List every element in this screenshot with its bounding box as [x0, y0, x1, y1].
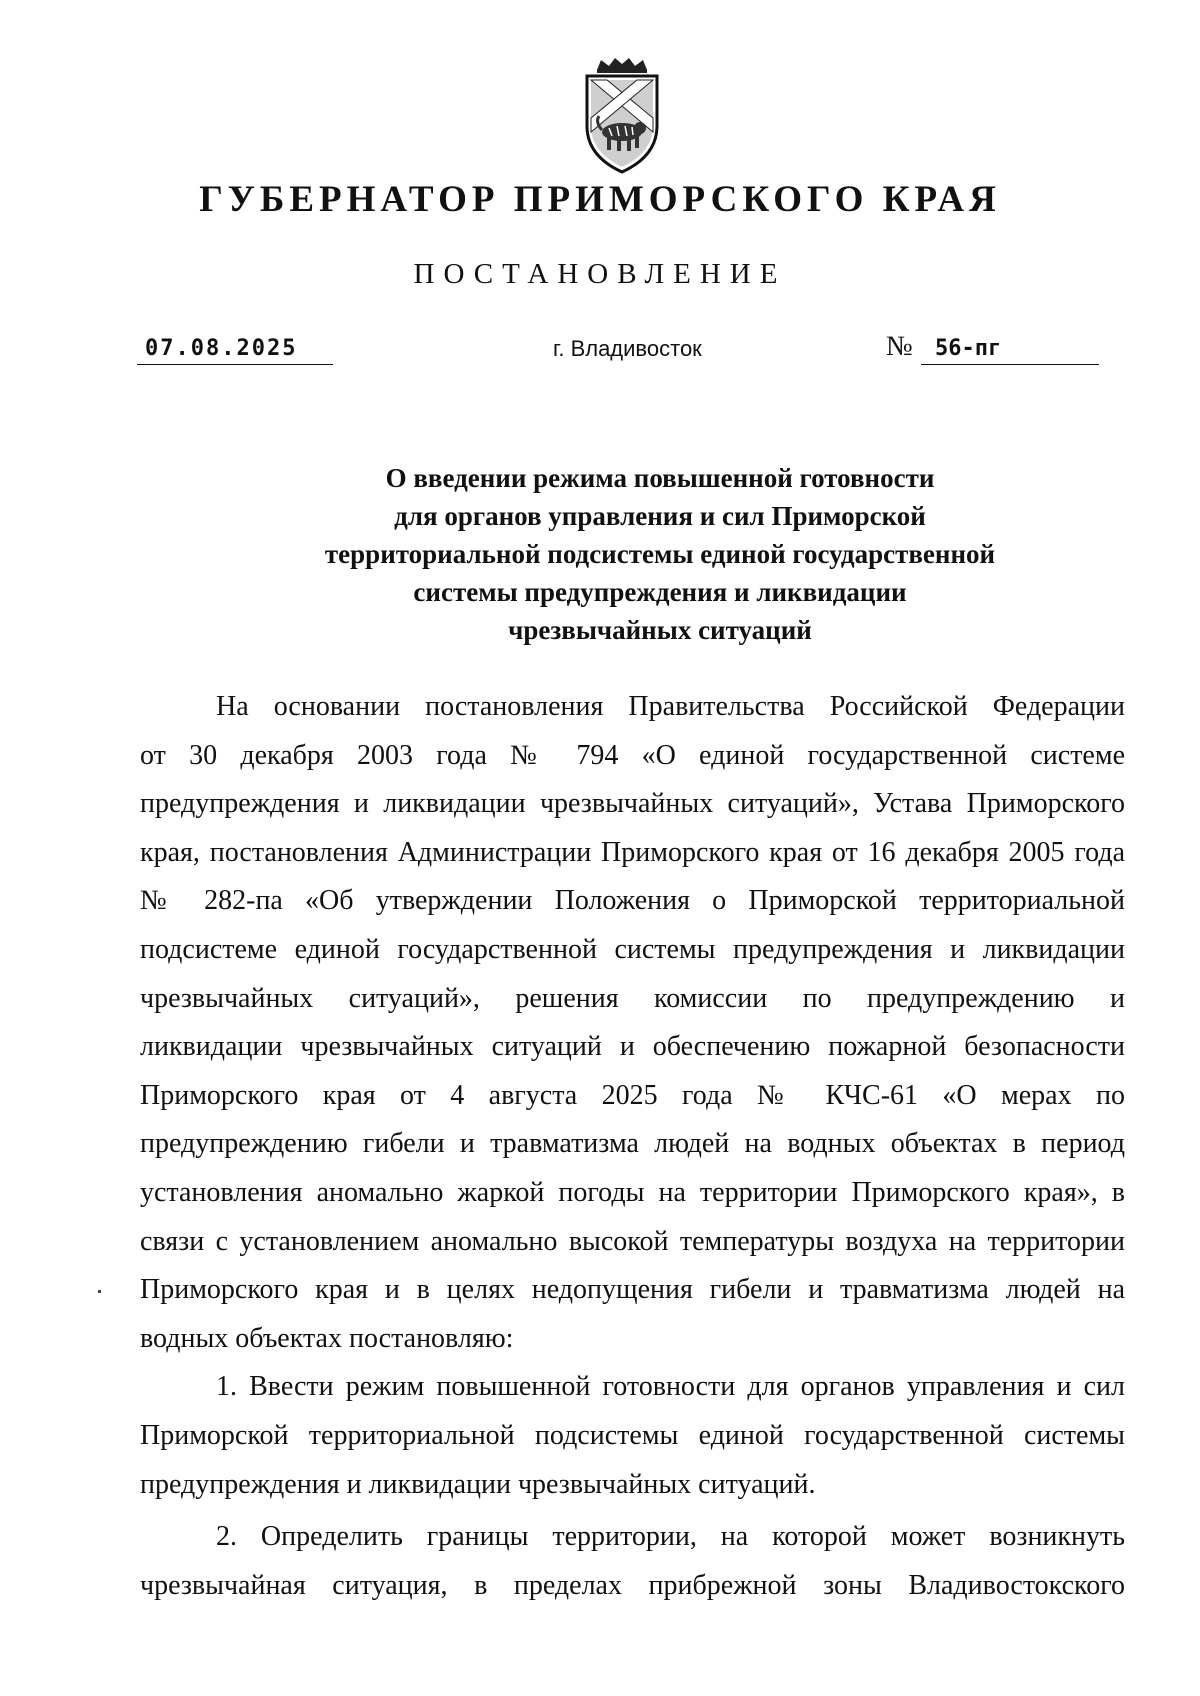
body-line: предупреждения и ликвидации чрезвычайных ситуаций», Устава Приморского: [140, 788, 1125, 820]
document-city: г. Владивосток: [553, 336, 702, 361]
title-line: О введении режима повышенной готовности: [385, 463, 935, 493]
item-1-paragraph: [140, 1363, 1125, 1509]
body-line: ликвидации чрезвычайных ситуаций и обеспечению пожарной безопасности: [140, 1031, 1125, 1063]
document-number: 56-пг: [921, 334, 1099, 365]
body-line: 1. Ввести режим повышенной готовности для органов управления и сил: [216, 1371, 1125, 1403]
body-line: предупреждению гибели и травматизма людей на водных объектах в период: [140, 1128, 1125, 1160]
body-line: от 30 декабря 2003 года № 794 «О единой государственной системе: [140, 739, 1125, 771]
title-line: системы предупреждения и ликвидации: [413, 577, 907, 607]
body-line: чрезвычайная ситуация, в пределах прибрежной зоны Владивостокского: [140, 1569, 1125, 1601]
body-line: На основании постановления Правительства Российской Федерации: [216, 691, 1125, 722]
body-line: водных объектах постановляю:: [140, 1322, 514, 1354]
item-2-paragraph: [140, 1513, 1125, 1610]
document-body: [140, 683, 1125, 1610]
document-type: ПОСТАНОВЛЕНИЕ: [413, 258, 787, 290]
body-line: подсистеме единой государственной системы предупреждения и ликвидации: [140, 933, 1125, 965]
body-line: 2. Определить границы территории, на которой может возникнуть: [216, 1521, 1125, 1553]
document-number-label: №: [886, 331, 913, 362]
title-line: чрезвычайных ситуаций: [508, 615, 812, 645]
body-line: предупреждения и ликвидации чрезвычайных ситуаций.: [140, 1468, 816, 1500]
title-line: территориальной подсистемы единой государственной: [324, 539, 996, 569]
scan-artifact-dot: [98, 1290, 101, 1293]
body-line: Приморской территориальной подсистемы единой государственной системы: [140, 1419, 1125, 1451]
body-line: чрезвычайных ситуаций», решения комиссии по предупреждению и: [140, 982, 1125, 1014]
body-line: связи с установлением аномально высокой температуры воздуха на территории: [140, 1225, 1125, 1257]
body-line: Приморского края от 4 августа 2025 года № КЧС-61 «О мерах по: [140, 1079, 1125, 1111]
title-line: для органов управления и сил Приморской: [394, 501, 926, 531]
body-line: Приморского края и в целях недопущения гибели и травматизма людей на: [140, 1274, 1125, 1306]
body-line: края, постановления Администрации Приморского края от 16 декабря 2005 года: [140, 836, 1125, 868]
body-line: установления аномально жаркой погоды на территории Приморского края», в: [140, 1176, 1125, 1208]
coat-of-arms-icon: [577, 56, 667, 176]
document-date: 07.08.2025: [137, 334, 333, 365]
document-title: [250, 459, 1070, 649]
issuing-authority: ГУБЕРНАТОР ПРИМОРСКОГО КРАЯ: [199, 179, 1001, 220]
preamble-paragraph: [140, 683, 1125, 1363]
body-line: № 282-па «Об утверждении Положения о Приморской территориальной: [140, 885, 1125, 917]
